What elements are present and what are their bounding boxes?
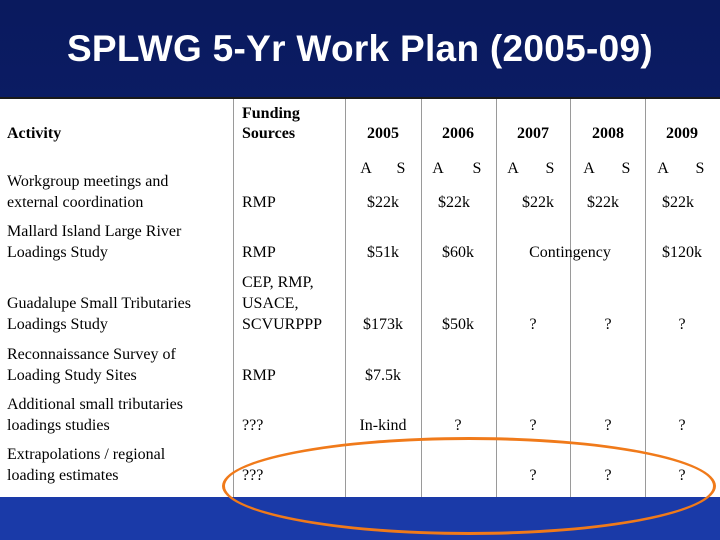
- cell-2009: ?: [678, 467, 686, 484]
- subheader-s: S: [396, 160, 406, 177]
- row-funding: ???: [242, 467, 264, 484]
- cell-2007: ?: [529, 417, 537, 434]
- row-activity: Loadings Study: [7, 316, 108, 333]
- subheader-a: A: [507, 160, 519, 177]
- cell-2005: $22k: [367, 194, 399, 211]
- row-funding: RMP: [242, 367, 276, 384]
- subheader-s: S: [472, 160, 482, 177]
- row-activity: Guadalupe Small Tributaries: [7, 295, 191, 312]
- header-funding-line1: Funding: [242, 105, 300, 122]
- cell-2006: $50k: [442, 316, 474, 333]
- row-activity: external coordination: [7, 194, 144, 211]
- grid-line: [345, 97, 346, 497]
- cell-2005: In-kind: [359, 417, 407, 434]
- page-title: SPLWG 5-Yr Work Plan (2005-09): [66, 28, 654, 69]
- cell-2006: $22k: [438, 194, 470, 211]
- cell-2008: $22k: [587, 194, 619, 211]
- row-funding: SCVURPPP: [242, 316, 323, 333]
- cell-2009: $22k: [662, 194, 694, 211]
- cell-2008: ?: [604, 467, 612, 484]
- table-top-border: [0, 97, 720, 99]
- row-activity: Loading Study Sites: [7, 367, 137, 384]
- header-year-2007: 2007: [517, 125, 549, 142]
- header-year-2008: 2008: [592, 125, 624, 142]
- cell-2007: ?: [529, 316, 537, 333]
- header-year-2009: 2009: [666, 125, 698, 142]
- subheader-a: A: [432, 160, 444, 177]
- header-funding-line2: Sources: [242, 125, 296, 142]
- header-activity: Activity: [7, 125, 62, 142]
- cell-2005: $173k: [363, 316, 403, 333]
- row-activity: loading estimates: [7, 467, 119, 484]
- grid-line: [233, 97, 234, 497]
- cell-2007-2008: Contingency: [529, 244, 611, 261]
- row-activity: Additional small tributaries: [7, 396, 183, 413]
- row-funding: RMP: [242, 244, 276, 261]
- subheader-s: S: [545, 160, 555, 177]
- subheader-a: A: [360, 160, 372, 177]
- header-year-2005: 2005: [367, 125, 399, 142]
- cell-2005: $7.5k: [365, 367, 401, 384]
- row-funding: ???: [242, 417, 264, 434]
- subheader-a: A: [583, 160, 595, 177]
- header-year-2006: 2006: [442, 125, 474, 142]
- row-activity: loadings studies: [7, 417, 110, 434]
- row-funding: CEP, RMP,: [242, 274, 314, 291]
- cell-2005: $51k: [367, 244, 399, 261]
- cell-2009: ?: [678, 417, 686, 434]
- cell-2009: ?: [678, 316, 686, 333]
- row-activity: Extrapolations / regional: [7, 446, 166, 463]
- grid-line: [645, 97, 646, 497]
- cell-2007: $22k: [522, 194, 554, 211]
- cell-2006: $60k: [442, 244, 474, 261]
- row-funding: RMP: [242, 194, 276, 211]
- cell-2007: ?: [529, 467, 537, 484]
- grid-line: [570, 97, 571, 497]
- highlight-oval: [222, 437, 716, 535]
- row-activity: Loadings Study: [7, 244, 108, 261]
- row-activity: Workgroup meetings and: [7, 173, 169, 190]
- cell-2008: ?: [604, 417, 612, 434]
- cell-2006: ?: [454, 417, 462, 434]
- row-activity: Mallard Island Large River: [7, 223, 182, 240]
- subheader-s: S: [695, 160, 705, 177]
- cell-2008: ?: [604, 316, 612, 333]
- subheader-s: S: [621, 160, 631, 177]
- subheader-a: A: [657, 160, 669, 177]
- row-funding: USACE,: [242, 295, 299, 312]
- row-activity: Reconnaissance Survey of: [7, 346, 176, 363]
- cell-2009: $120k: [662, 244, 702, 261]
